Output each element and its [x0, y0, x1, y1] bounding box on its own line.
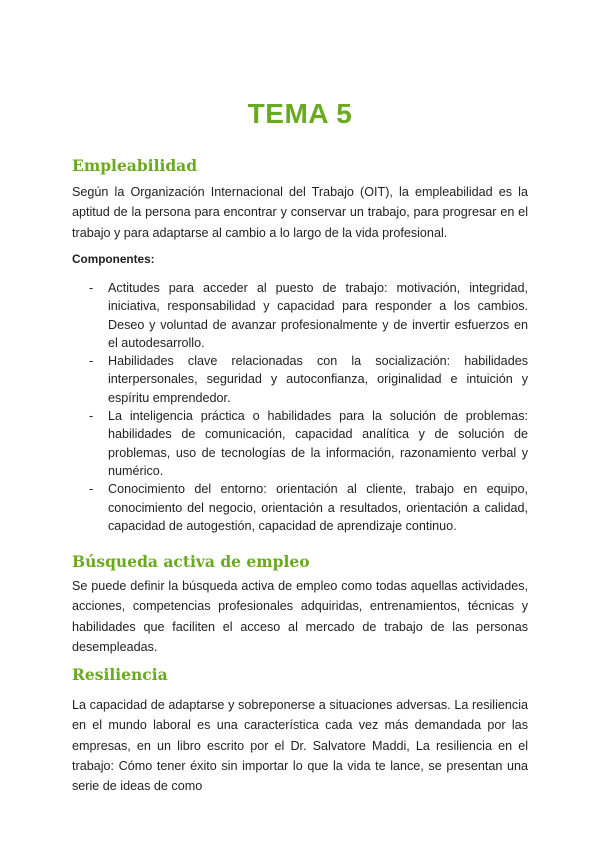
list-bullet: - [89, 409, 94, 424]
list-item [72, 480, 528, 535]
list-item [72, 407, 528, 480]
list-item-text: Habilidades clave relacionadas con la socialización: habilidades interpersonales, seguridad y autoconfianza, originalidad e intuición y espíritu emprendedor. [108, 354, 528, 405]
list-bullet: - [89, 354, 94, 369]
paragraph-empleabilidad: Según la Organización Internacional del Trabajo (OIT), la empleabilidad es la aptitud de la persona para encontrar y conservar un trabajo, para progresar en el trabajo y para adaptarse al cambio a lo largo de la vida profesional. [72, 185, 528, 240]
list-item-text: La inteligencia práctica o habilidades para la solución de problemas: habilidades de comunicación, capacidad analítica y de solución de problemas, uso de tecnologías de la información, razonamiento verbal y numérico. [108, 409, 528, 478]
heading-resiliencia: Resiliencia [72, 665, 168, 684]
list-item [72, 352, 528, 407]
page-title: TEMA 5 [247, 98, 353, 129]
paragraph-resiliencia: La capacidad de adaptarse y sobreponerse a situaciones adversas. La resiliencia en el mundo laboral es una característica cada vez más demandada por las empresas, en un libro escrito por el Dr. Salvatore Maddi, La resiliencia en el trabajo: Cómo tener éxito sin importar lo que la vida te lance, se presentan una serie de ideas de como [72, 698, 528, 794]
list-bullet: - [89, 482, 94, 497]
list-item [72, 279, 528, 352]
list-item-text: Actitudes para acceder al puesto de trabajo: motivación, integridad, iniciativa, responsabilidad y capacidad para responder a los cambios. Deseo y voluntad de avanzar profesionalmente y de invertir esfuerzos en el autodesarrollo. [108, 281, 528, 350]
heading-busqueda: Búsqueda activa de empleo [72, 552, 310, 571]
components-label: Componentes: [72, 252, 155, 266]
components-list [72, 279, 528, 535]
list-bullet: - [89, 281, 94, 295]
paragraph-busqueda: Se puede definir la búsqueda activa de empleo como todas aquellas actividades, acciones, competencias profesionales adquiridas, entrenamientos, técnicas y habilidades que faciliten el acceso al mercado de trabajo de las personas desempleadas. [72, 579, 528, 654]
heading-empleabilidad: Empleabilidad [72, 156, 198, 175]
list-item-text: Conocimiento del entorno: orientación al cliente, trabajo en equipo, conocimiento del negocio, orientación a resultados, orientación a calidad, capacidad de autogestión, capacidad de aprendizaje continuo. [108, 482, 528, 533]
